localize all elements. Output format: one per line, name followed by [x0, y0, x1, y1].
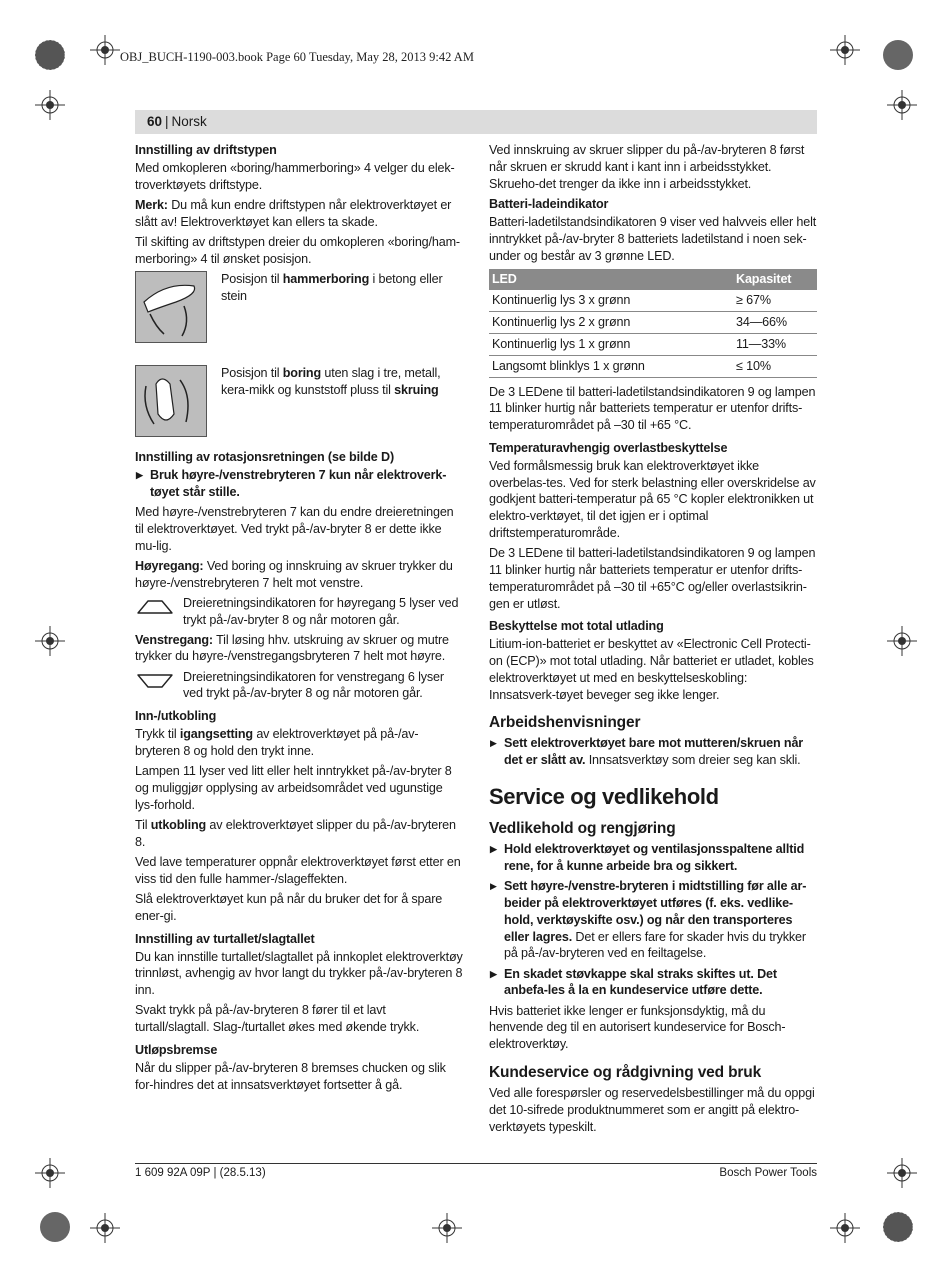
text: av elektroverktøyet slipper du på-/av-bryteren 8.	[135, 818, 456, 849]
mode-name: boring	[282, 366, 322, 381]
paragraph: Litium-ion-batteriet er beskyttet av «Electronic Cell Protecti-on (ECP)» mot total utlading. Når batteriet er utladet, kobles elektroverktøyet ut med en beskyttelseskobling: Innsatsverk-tøyet beveger seg ikke lenger.	[489, 637, 814, 702]
table-row	[489, 333, 817, 355]
paragraph: Slå elektroverktøyet kun på når du bruker det for å spare ener-gi.	[135, 892, 443, 923]
crosshair-mark-right-top	[887, 90, 917, 120]
text: Det er ellers fare for skader hvis du trykker på på-/av-bryteren ved en feiltagelse.	[504, 929, 806, 961]
text: Til	[135, 818, 151, 833]
indicator-text: Dreieretningsindikatoren for venstregang 6 lyser ved trykt på-/av-bryter 8 og når motoren går.	[183, 669, 444, 701]
section-title: Innstilling av rotasjonsretningen (se bilde D)	[135, 450, 395, 465]
column-header: Kapasitet	[733, 269, 817, 290]
bold-text: Sett høyre-/venstre-bryteren i midtstilling før alle ar-beider på elektroverktøyet utføres (f. eks. vedlike-hold, verktøyskifte osv.) og når den transporteres eller lagres.	[504, 879, 807, 944]
crosshair-mark-left-bottom	[35, 1158, 65, 1188]
paragraph: Ved lave temperaturer oppnår elektroverktøyet først etter en viss tid den fulle hammer-/slageffekten.	[135, 855, 461, 886]
paragraph: De 3 LEDene til batteri-ladetilstandsindikatoren 9 og lampen 11 blinker hurtig når batteriets temperatur er utenfor drifts-temperaturområdet på –30 til +65°C og/eller overlastsikrin-gen er utløst.	[489, 546, 816, 611]
table-cell: ≤ 10%	[733, 355, 817, 377]
table-row	[489, 311, 817, 333]
paragraph: Når du slipper på-/av-bryteren 8 bremses chucken og slik for-hindres det at innsatsverktøyet fortsetter å gå.	[135, 1060, 446, 1092]
bullet-item: ▶ Bruk høyre-/venstrebryteren 7 kun når elektroverk-tøyet står stille.	[135, 467, 463, 501]
table-header-row	[489, 269, 817, 290]
crosshair-mark-top	[90, 35, 120, 65]
print-file-header: OBJ_BUCH-1190-003.book Page 60 Tuesday, May 28, 2013 9:42 AM	[120, 50, 474, 64]
bullet-item	[489, 735, 817, 769]
bullet-item: ▶ Hold elektroverktøyet og ventilasjonsspaltene alltid rene, for å kunne arbeide bra og sikkert.	[489, 841, 817, 875]
section-title: Innstilling av driftstypen	[135, 143, 277, 157]
text: i betong eller stein	[221, 272, 443, 303]
indicator-row-forward	[135, 595, 463, 629]
bullet-item: ▶ En skadet støvkappe skal straks skiftes ut. Det anbefa-les å la en kundeservice utføre dette.	[489, 966, 817, 1000]
crosshair-mark-right-mid	[887, 626, 917, 656]
section-title: Beskyttelse mot total utlading	[489, 619, 664, 634]
bold-text: utkobling	[150, 818, 207, 833]
indicator-text: Dreieretningsindikatoren for høyregang 5 lyser ved trykt på-/av-bryter 8 og når motoren går.	[183, 595, 459, 627]
text: Innsatsverktøy som dreier seg kan skli.	[585, 753, 801, 768]
text: Posisjon til	[221, 366, 283, 381]
text: Til løsing hhv. utskruing av skruer og mutre trykker du høyre-/venstregangsbryteren 7 helt mot høyre.	[135, 632, 449, 664]
hammer-drill-mode-image	[135, 271, 207, 343]
table-cell: Kontinuerlig lys 3 x grønn	[489, 290, 733, 312]
mode-hammer-drilling-row	[135, 271, 463, 343]
crosshair-mark-left-top	[35, 90, 65, 120]
table-cell: 34—66%	[733, 311, 817, 333]
mode-name: skruing	[394, 382, 439, 397]
paragraph: Med høyre-/venstrebryteren 7 kan du endre dreieretningen til elektroverktøyet. Ved trykt på-/av-bryter 8 er dette ikke mu-lig.	[135, 504, 454, 553]
header-separator: |	[165, 114, 169, 129]
right-column	[489, 142, 817, 1139]
subsection-heading: Arbeidshenvisninger	[489, 714, 641, 732]
mode-description	[221, 271, 463, 343]
indicator-row-reverse	[135, 669, 463, 703]
paragraph	[135, 817, 463, 851]
text: Trykk til	[135, 727, 180, 742]
note-text: Du må kun endre driftstypen når elektroverktøyet er slått av! Elektroverktøyet kan ellers ta skade.	[135, 197, 452, 229]
table-row	[489, 355, 817, 377]
paragraph: Du kan innstille turtallet/slagtallet på innkoplet elektroverktøy trinnløst, avhengig av hvor langt du trykker på-/av-bryteren 8 inn.	[135, 949, 463, 998]
mode-name: hammerboring	[282, 272, 370, 287]
paragraph: Med omkopleren «boring/hammerboring» 4 velger du elek-troverktøyets driftstype.	[135, 160, 455, 192]
paragraph: De 3 LEDene til batteri-ladetilstandsindikatoren 9 og lampen 11 blinker hurtig når batteriets temperatur er utenfor drifts-temperaturområdet på –30 til +65 °C.	[489, 384, 816, 433]
paragraph: Ved formålsmessig bruk kan elektroverktøyet ikke overbelas-tes. Ved for sterk belastning eller overskridelse av godkjent batteri-temperatur på 65 °C kopler elektronikken ut elektro-verktøyet, til det igjen er i optimal driftstemperaturområde.	[489, 458, 816, 540]
page-number: 60	[147, 114, 163, 129]
label: Venstregang:	[135, 632, 213, 647]
section-title: Utløpsbremse	[135, 1043, 218, 1058]
paragraph: Ved alle forespørsler og reservedelsbestillinger må du oppgi det 10-sifrede produktnummeret som er angitt på elektro-verktøyets typeskilt.	[489, 1086, 815, 1134]
table-cell: ≥ 67%	[733, 290, 817, 312]
mode-description	[221, 365, 463, 437]
text: uten slag i tre, metall, kera-mikk og kunststoff pluss til	[221, 366, 441, 397]
paragraph	[135, 558, 463, 592]
paragraph	[135, 632, 463, 666]
crosshair-mark-left-mid	[35, 626, 65, 656]
paragraph: Batteri-ladetilstandsindikatoren 9 viser ved halvveis eller helt inntrykket på-/av-bryter 8 batteriets ladetilstand i noen sek-under og består av 3 grønne LED.	[489, 215, 817, 263]
paragraph: Svakt trykk på på-/av-bryteren 8 fører til et lavt turtall/slagtall. Slag-/turtallet økes med økende trykk.	[135, 1003, 420, 1035]
bold-text: Sett elektroverktøyet bare mot mutteren/skruen når det er slått av.	[504, 736, 804, 768]
table-row	[489, 290, 817, 312]
section-title: Batteri-ladeindikator	[489, 197, 609, 212]
note-paragraph	[135, 197, 463, 231]
page-language: Norsk	[171, 114, 207, 129]
crosshair-mark-right-bottom	[887, 1158, 917, 1188]
table-cell: 11—33%	[733, 333, 817, 355]
chapter-heading: Service og vedlikehold	[489, 784, 719, 810]
paragraph: Lampen 11 lyser ved litt eller helt inntrykket på-/av-bryter 8 og muliggjør opplysing av arbeidsområdet ved ugunstige lys-forhold.	[135, 764, 452, 812]
battery-indicator-table	[489, 269, 817, 378]
crosshair-mark-bottom-center	[432, 1213, 462, 1243]
left-column	[135, 142, 463, 1097]
mode-drilling-row	[135, 365, 463, 437]
page-footer	[135, 1163, 817, 1179]
crosshair-mark-top-right	[830, 35, 860, 65]
brand-footer: Bosch Power Tools	[719, 1167, 817, 1179]
registration-mark-bottom-right	[873, 1202, 923, 1252]
crosshair-mark-bottom-left	[90, 1213, 120, 1243]
table-cell: Langsomt blinklys 1 x grønn	[489, 355, 733, 377]
crosshair-mark-bottom-right	[830, 1213, 860, 1243]
bold-text: igangsetting	[179, 727, 253, 742]
subsection-heading: Kundeservice og rådgivning ved bruk	[489, 1064, 762, 1082]
forward-rotation-indicator-icon	[135, 595, 175, 621]
table-cell: Kontinuerlig lys 2 x grønn	[489, 311, 733, 333]
column-header: LED	[489, 269, 733, 290]
section-title: Inn-/utkobling	[135, 709, 217, 724]
note-label: Merk:	[135, 197, 168, 212]
text: av elektroverktøyet på på-/av-bryteren 8 og hold den trykt inne.	[135, 727, 419, 758]
text: Ved boring og innskruing av skruer trykker du høyre-/venstrebryteren 7 helt mot venstre.	[135, 558, 453, 590]
label: Høyregang:	[135, 558, 204, 573]
document-code: 1 609 92A 09P | (28.5.13)	[135, 1167, 266, 1179]
registration-mark-top-left	[25, 30, 75, 80]
drill-mode-image	[135, 365, 207, 437]
subsection-heading: Vedlikehold og rengjøring	[489, 820, 676, 838]
page-header	[135, 110, 817, 134]
paragraph: Ved innskruing av skruer slipper du på-/av-bryteren 8 først når skruen er skrudd kant i kant inn i arbeidsstykket. Skrueho-det trenger da ikke inn i arbeidsstykket.	[489, 143, 805, 191]
section-title: Innstilling av turtallet/slagtallet	[135, 931, 315, 946]
paragraph	[135, 726, 463, 760]
registration-mark-top-right	[873, 30, 923, 80]
bullet-item	[489, 878, 817, 962]
section-title: Temperaturavhengig overlastbeskyttelse	[489, 440, 728, 455]
paragraph: Hvis batteriet ikke lenger er funksjonsdyktig, må du henvende deg til en autorisert kundeservice for Bosch-elektroverktøy.	[489, 1003, 786, 1052]
text: Posisjon til	[221, 272, 283, 287]
table-cell: Kontinuerlig lys 1 x grønn	[489, 333, 733, 355]
reverse-rotation-indicator-icon	[135, 669, 175, 695]
registration-mark-bottom-left	[30, 1202, 80, 1252]
paragraph: Til skifting av driftstypen dreier du omkopleren «boring/ham-merboring» 4 til ønsket posisjon.	[135, 234, 460, 266]
